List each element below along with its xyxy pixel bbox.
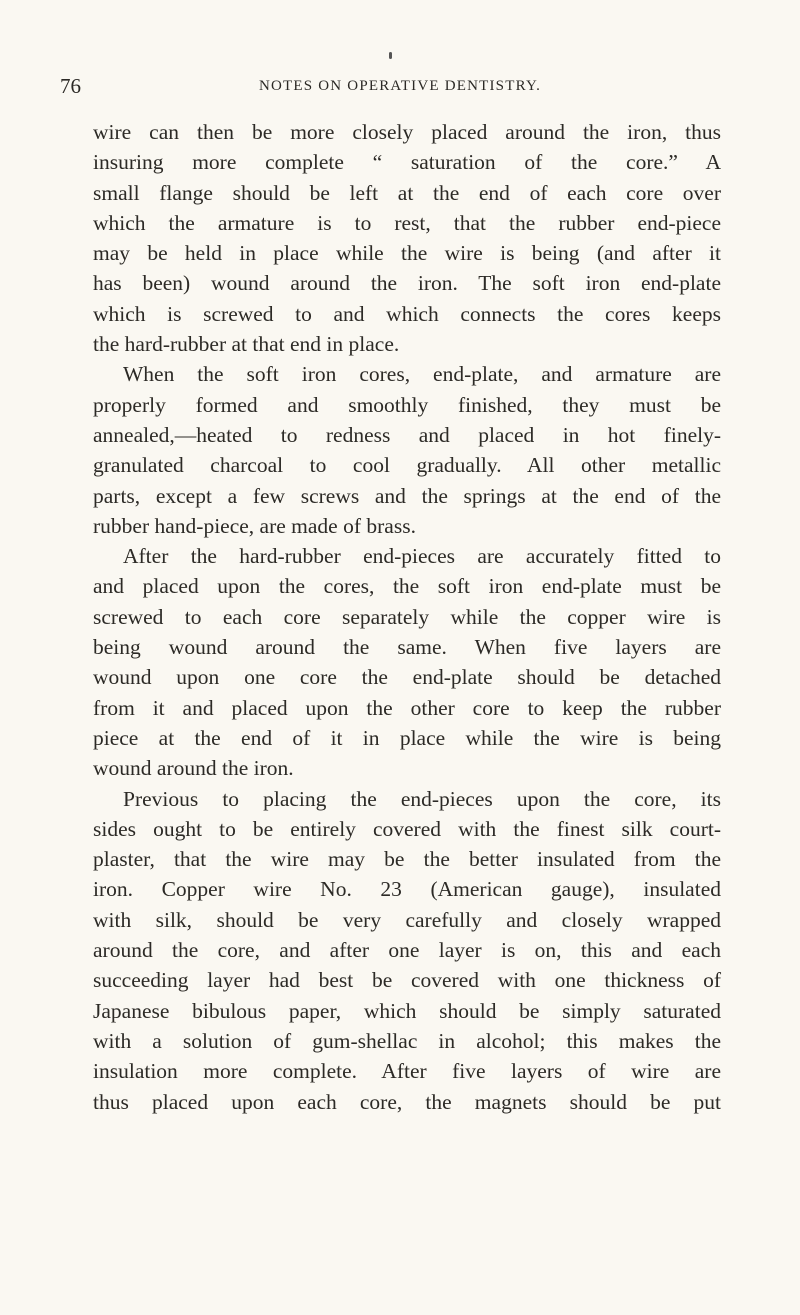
text-line: succeeding layer had best be covered with one thickness of	[93, 968, 721, 993]
text-line: may be held in place while the wire is being (and after it	[93, 241, 721, 266]
text-line: and placed upon the cores, the soft iron end-plate must be	[93, 574, 721, 599]
text-line: screwed to each core separately while the copper wire is	[93, 604, 721, 629]
text-line: small flange should be left at the end of each core over	[93, 180, 721, 205]
text-line: iron. Copper wire No. 23 (American gauge), insulated	[93, 877, 721, 902]
text-line: has been) wound around the iron. The soft iron end-plate	[93, 271, 721, 296]
text-line: annealed,—heated to redness and placed in hot finely-	[93, 422, 721, 447]
text-line: which the armature is to rest, that the rubber end-piece	[93, 210, 721, 235]
text-line: sides ought to be entirely covered with the finest silk court-	[93, 816, 721, 841]
text-line: thus placed upon each core, the magnets should be put	[93, 1089, 721, 1114]
text-line: being wound around the same. When five layers are	[93, 635, 721, 660]
text-line: insuring more complete “ saturation of the core.” A	[93, 150, 721, 175]
text-line: with a solution of gum-shellac in alcohol; this makes the	[93, 1028, 721, 1053]
page-number: 76	[60, 74, 81, 98]
text-line: granulated charcoal to cool gradually. All other metallic	[93, 453, 721, 478]
text-line: which is screwed to and which connects the cores keeps	[93, 301, 721, 326]
text-line: wound around the iron.	[93, 756, 294, 781]
text-line: around the core, and after one layer is on, this and each	[93, 938, 721, 963]
text-line: insulation more complete. After five layers of wire are	[93, 1059, 721, 1084]
text-line: with silk, should be very carefully and closely wrapped	[93, 907, 721, 932]
body-text	[93, 117, 721, 1117]
paragraph-start-line: When the soft iron cores, end-plate, and armature are	[123, 362, 721, 387]
text-line: properly formed and smoothly finished, they must be	[93, 392, 721, 417]
running-title: NOTES ON OPERATIVE DENTISTRY.	[258, 78, 542, 94]
paragraph-start-line: Previous to placing the end-pieces upon the core, its	[123, 786, 721, 811]
text-line: wound upon one core the end-plate should be detached	[93, 665, 721, 690]
ink-speck	[389, 52, 392, 59]
text-line: the hard-rubber at that end in place.	[93, 332, 400, 357]
text-line: wire can then be more closely placed around the iron, thus	[93, 120, 721, 144]
paragraph-start-line: After the hard-rubber end-pieces are accurately fitted to	[123, 544, 721, 569]
text-line: rubber hand-piece, are made of brass.	[93, 513, 416, 538]
text-line: plaster, that the wire may be the better insulated from the	[93, 847, 721, 872]
text-line: from it and placed upon the other core to keep the rubber	[93, 695, 721, 720]
text-line: parts, except a few screws and the springs at the end of the	[93, 483, 721, 508]
text-line: piece at the end of it in place while the wire is being	[93, 725, 721, 750]
text-line: Japanese bibulous paper, which should be simply saturated	[93, 998, 721, 1023]
